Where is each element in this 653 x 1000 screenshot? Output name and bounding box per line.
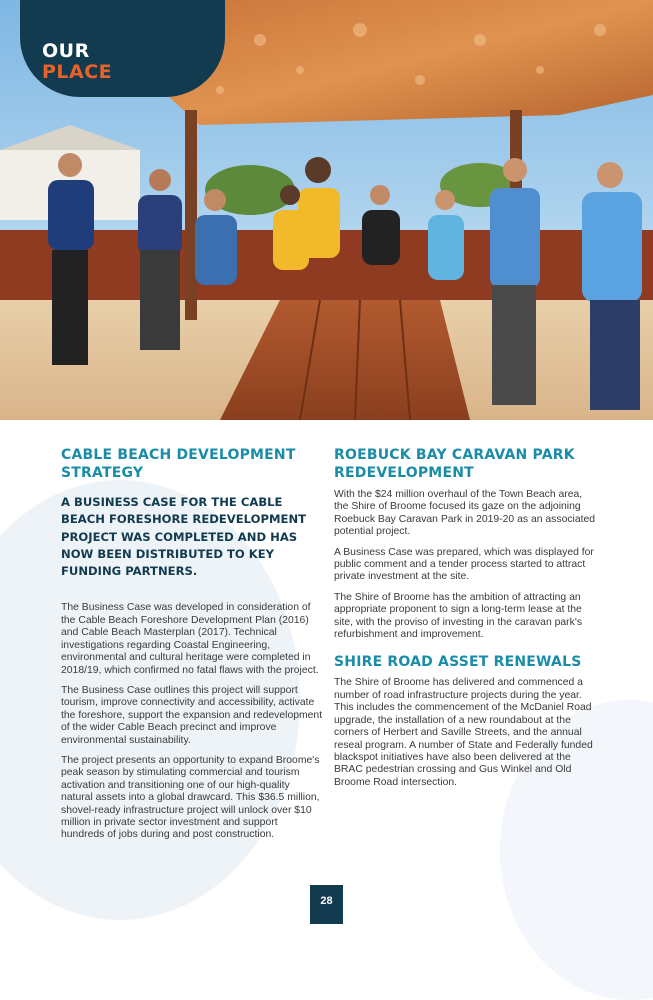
paragraph: The Shire of Broome has delivered and commenced a number of road infrastructure projects during the year. This includes the commencement of the McDaniel Road upgrade, the installation of a new roundabout at the corners of Herbert and Saville Streets, and the annual reseal program. A number of State and Federally funded blackspot initiatives have also been delivered at the BRAC pedestrian crossing and Gus Winkel and Old Broome Road intersection. <box>334 677 593 788</box>
paragraph: A Business Case was prepared, which was displayed for public comment and a tender process started to attract private investment at the site. <box>334 546 594 583</box>
cable-beach-lead: A BUSINESS CASE FOR THE CABLE BEACH FORESHORE REDEVELOPMENT PROJECT WAS COMPLETED AND HAS NOW BEEN DISTRIBUTED TO KEY FUNDING PARTNERS. <box>61 495 307 579</box>
page-number: 28 <box>320 895 333 907</box>
section-badge-line2: PLACE <box>42 61 113 83</box>
paragraph: The Business Case outlines this project will support tourism, improve connectivity and accessibility, activate the foreshore, support the expansion and redevelopment of the wider Cable Beach precinct and improve environmental sustainability. <box>61 684 323 746</box>
page-number-tab <box>310 885 343 924</box>
paragraph: With the $24 million overhaul of the Town Beach area, the Shire of Broome focused its gaze on the adjoining Roebuck Bay Caravan Park in 2019-20 as an associated potential project. <box>334 489 596 538</box>
roebuck-bay-heading: ROEBUCK BAY CARAVAN PARK REDEVELOPMENT <box>334 447 575 481</box>
section-badge-line1: OUR <box>42 40 90 62</box>
paragraph: The project presents an opportunity to expand Broome's peak season by stimulating commercial and tourism activation and transitioning one of our high-quality natural assets into a global drawcard. This $36.5 million, shovel-ready infrastructure project will unlock over $10 million in private sector investment and support hundreds of jobs during and post construction. <box>61 754 320 841</box>
road-renewals-heading: SHIRE ROAD ASSET RENEWALS <box>334 654 582 671</box>
paragraph: The Shire of Broome has the ambition of attracting an appropriate proponent to sign a long-term lease at the site, with the proviso of investing in the caravan park's refurbishment and improvement. <box>334 591 583 641</box>
cable-beach-heading: CABLE BEACH DEVELOPMENT STRATEGY <box>61 447 296 481</box>
left-column <box>61 446 323 842</box>
right-column <box>334 446 596 789</box>
paragraph: The Business Case was developed in consideration of the Cable Beach Foreshore Development Plan (2016) and Cable Beach Masterplan (2017). Technical investigations regarding Coastal Engineering, environmental and cultural heritage were completed in 2018/19, which confirmed no fatal flaws with the project. <box>61 602 319 676</box>
